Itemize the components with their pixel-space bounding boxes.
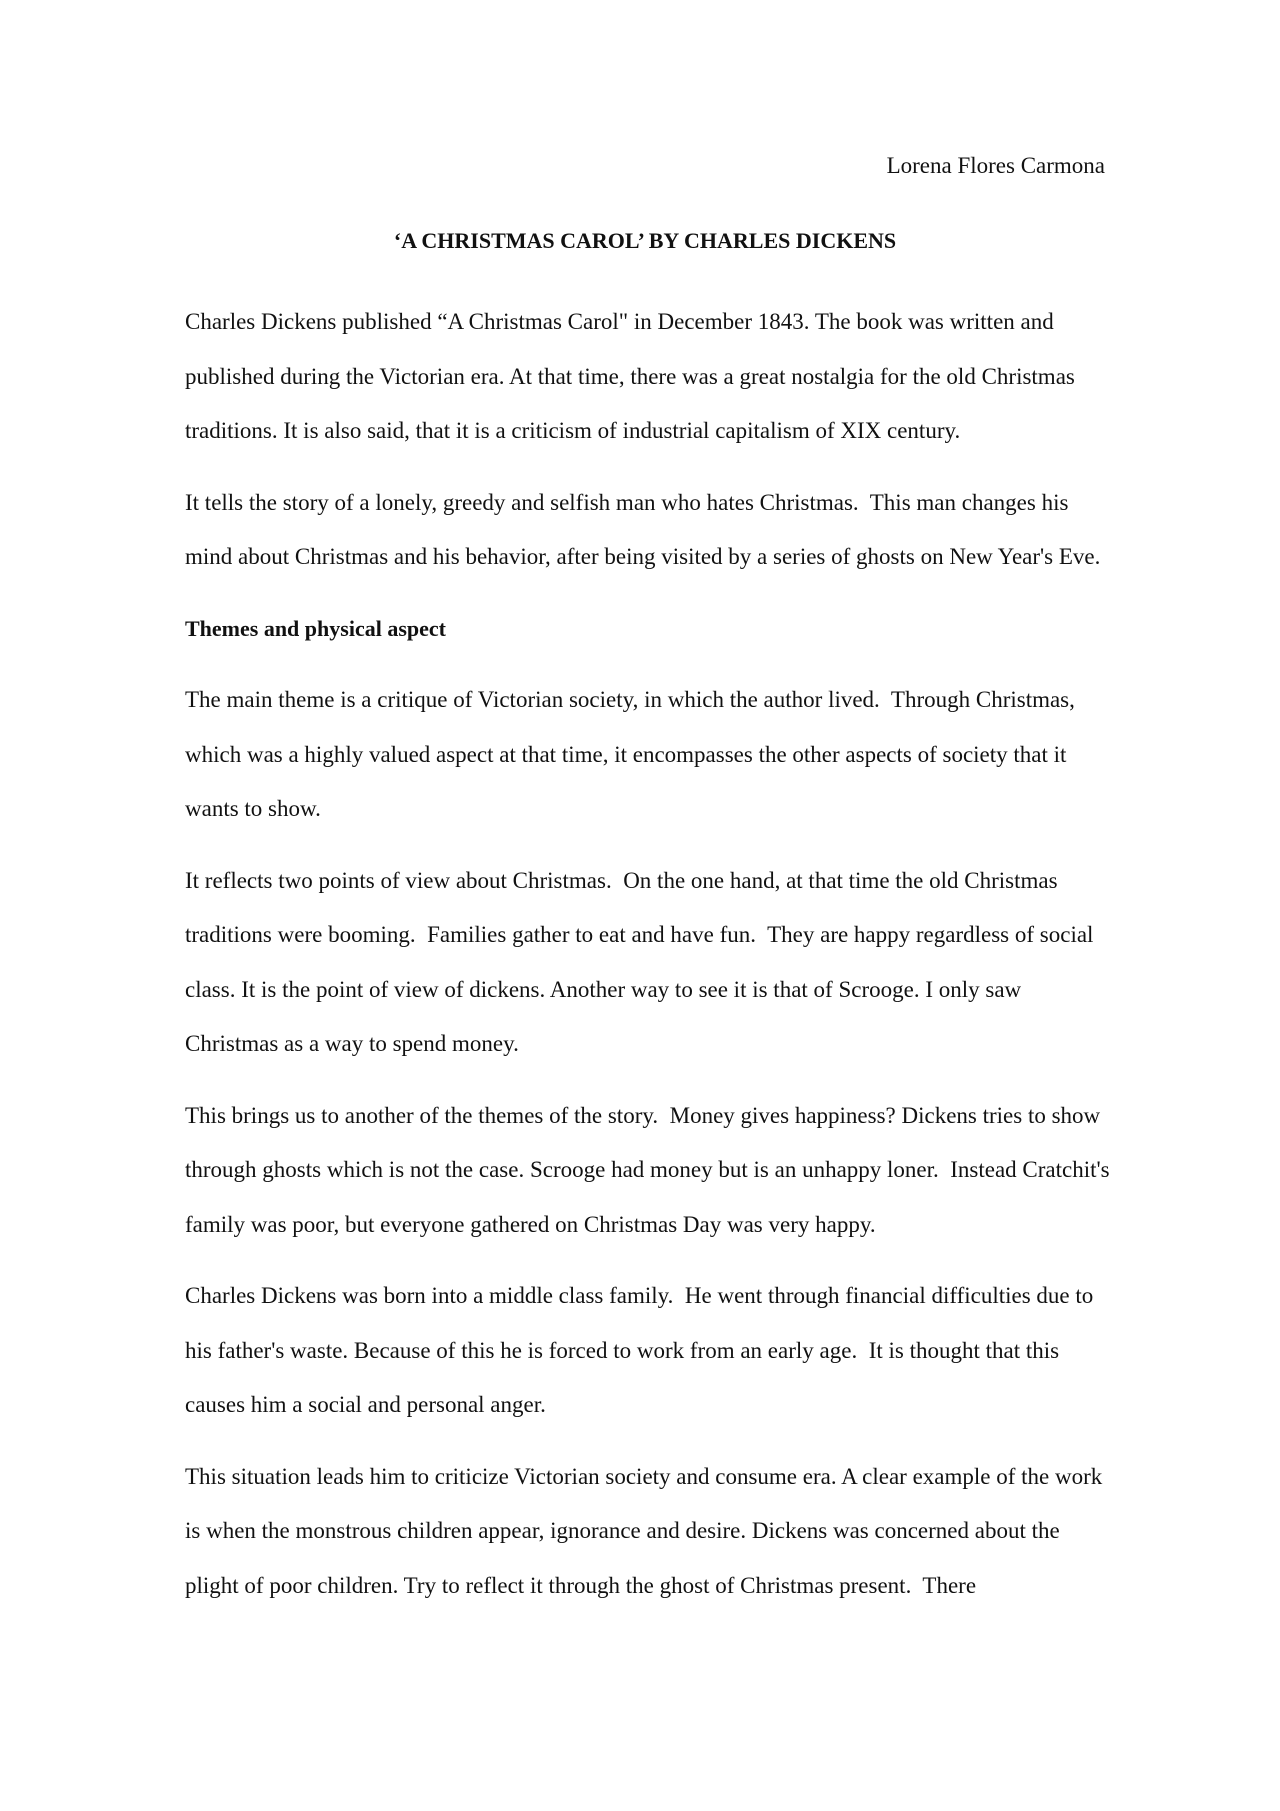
paragraph: This brings us to another of the themes of the story. Money gives happiness? Dickens tries to show through ghosts which is not the case. Scrooge had money but is an unhappy loner. Instead Cratchit's family was poor, but everyone gathered on Christmas Day was very happy. bbox=[185, 1102, 1116, 1237]
author-name: Lorena Flores Carmona bbox=[886, 153, 1105, 178]
section-heading: Themes and physical aspect bbox=[185, 615, 446, 641]
paragraph: Charles Dickens was born into a middle class family. He went through financial difficulties due to his father's waste. Because of this he is forced to work from an early age. It is thought that this causes him a social and personal anger. bbox=[185, 1283, 1100, 1417]
paragraph: Charles Dickens published “A Christmas Carol" in December 1843. The book was written and published during the Victorian era. At that time, there was a great nostalgia for the old Christmas traditions. It is also said, that it is a criticism of industrial capitalism of XIX century. bbox=[185, 309, 1081, 443]
paragraph: It tells the story of a lonely, greedy and selfish man who hates Christmas. This man changes his mind about Christmas and his behavior, after being visited by a series of ghosts on New Year's Eve. bbox=[185, 489, 1101, 569]
document-title: ‘A CHRISTMAS CAROL’ BY CHARLES DICKENS bbox=[393, 228, 897, 253]
paragraph: This situation leads him to criticize Victorian society and consume era. A clear example of the work is when the monstrous children appear, ignorance and desire. Dickens was concerned about the plight of poor children. Try to reflect it through the ghost of Christmas present. There bbox=[185, 1463, 1109, 1598]
document-body bbox=[185, 295, 1116, 1630]
paragraph: It reflects two points of view about Christmas. On the one hand, at that time the old Christmas traditions were booming. Families gather to eat and have fun. They are happy regardless of social class. It is the point of view of dickens. Another way to see it is that of Scrooge. I only saw Christmas as a way to spend money. bbox=[185, 867, 1100, 1056]
paragraph: The main theme is a critique of Victorian society, in which the author lived. Through Christmas, which was a highly valued aspect at that time, it encompasses the other aspects of society that it wants to show. bbox=[185, 687, 1081, 821]
